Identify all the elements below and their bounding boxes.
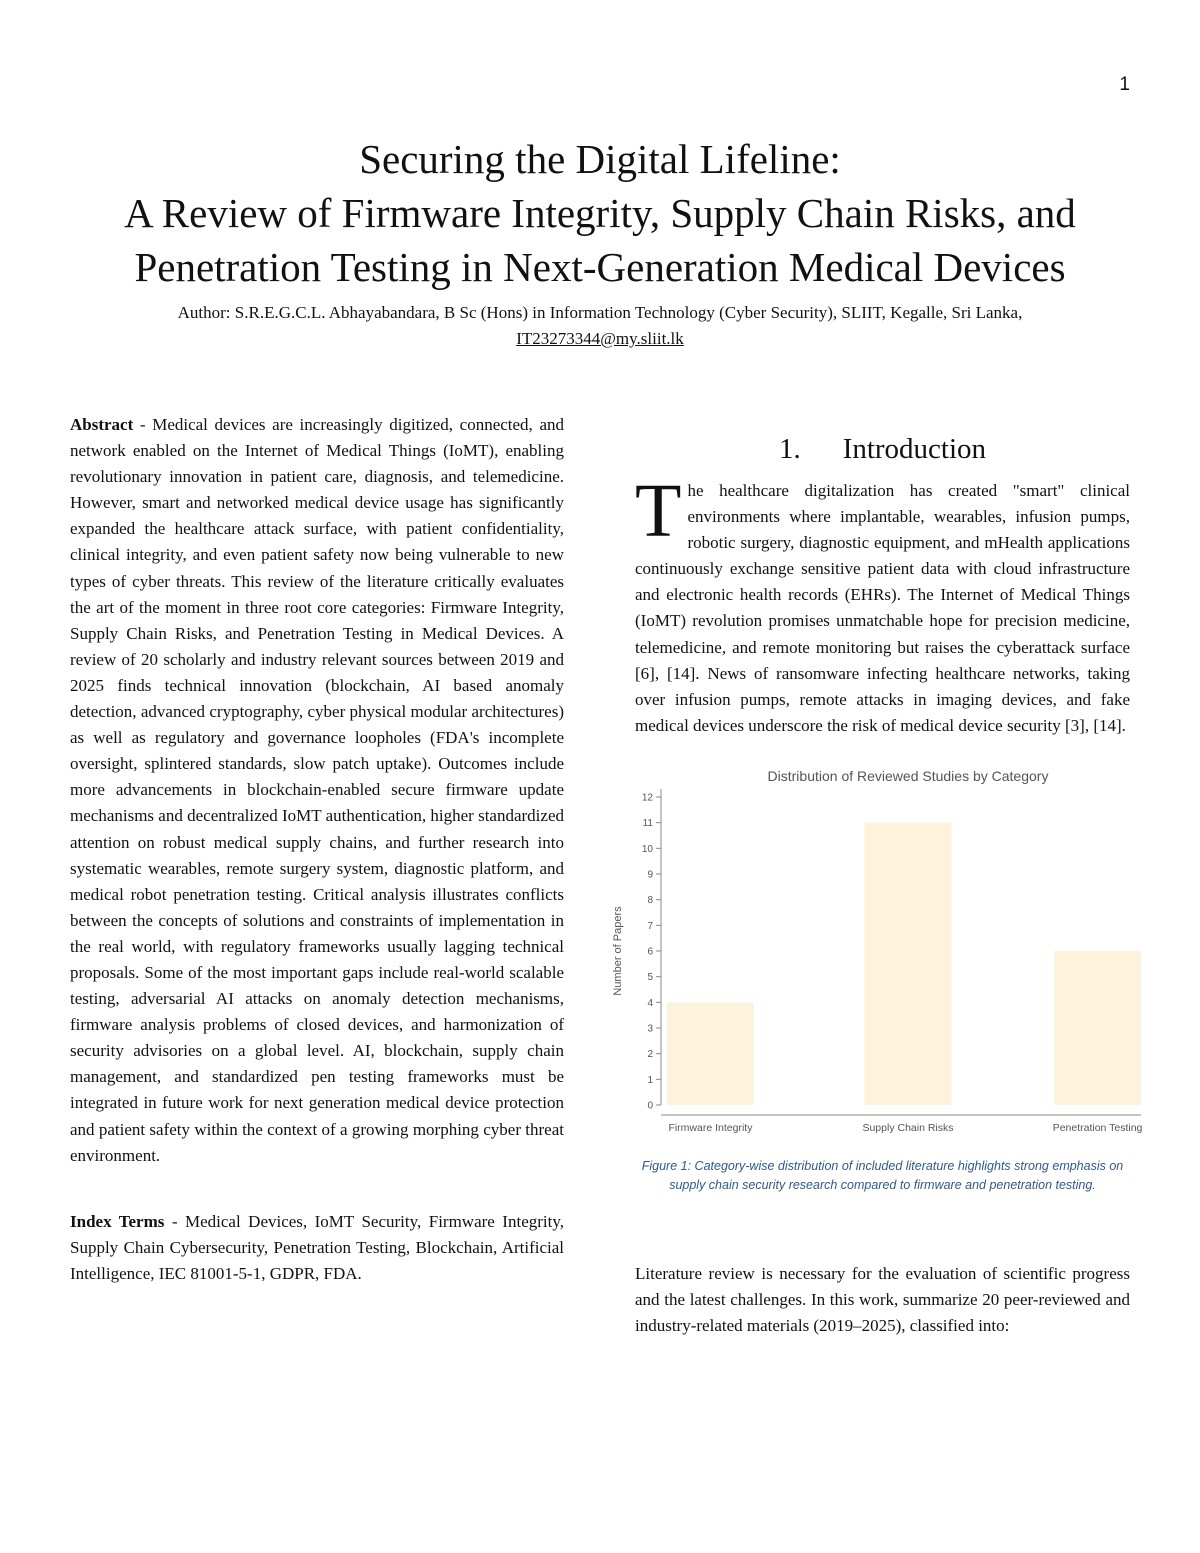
y-tick-label: 7 [647,920,653,932]
index-terms-label: Index Terms [70,1211,165,1231]
y-tick-label: 1 [647,1074,653,1086]
x-tick-label: Penetration Testing [1052,1121,1143,1134]
author-line: Author: S.R.E.G.C.L. Abhayabandara, B Sc (Hons) in Information Technology (Cyber Security), SLIIT, Kegalle, Sri Lanka, [177,303,1023,322]
right-column [612,430,1143,1339]
index-terms-paragraph [70,1209,564,1287]
figure-caption: Figure 1: Category-wise distribution of included literature highlights strong emphasis on supply chain security research compared to firmware and penetration testing. [641,1158,1124,1192]
introduction-paragraph [635,469,1130,739]
chart-title: Distribution of Reviewed Studies by Category [767,767,1049,784]
y-axis-label: Number of Papers [612,906,624,996]
chart-svg [605,761,1145,1151]
author-email-link[interactable]: IT23273344@my.sliit.lk [516,329,684,348]
y-tick-label: 0 [647,1100,653,1112]
y-tick-label: 11 [642,818,653,830]
x-tick-label: Firmware Integrity [668,1121,753,1134]
y-tick-label: 5 [647,972,653,984]
bar-firmware-integrity [667,1002,754,1105]
section-title: Introduction [842,433,987,465]
paper-title-line-1: Securing the Digital Lifeline: [359,136,841,182]
y-tick-label: 12 [641,792,653,804]
y-tick-label: 3 [647,1023,653,1035]
drop-cap: T [635,469,682,553]
title-block [60,132,1140,352]
bar-chart [605,761,1145,1151]
y-tick-label: 4 [647,997,653,1009]
abstract-paragraph [70,412,564,1169]
index-terms-text: - Medical Devices, IoMT Security, Firmware Integrity, Supply Chain Cybersecurity, Penetration Testing, Blockchain, Artificial Intelligence, IEC 81001-5-1, GDPR, FDA. [70,1211,564,1283]
bar-penetration-testing [1054,951,1141,1105]
x-tick-label: Supply Chain Risks [862,1121,954,1134]
y-tick-label: 6 [647,946,653,958]
abstract-text: - Medical devices are increasingly digitized, connected, and network enabled on the Internet of Medical Things (IoMT), enabling revolutionary innovation in patient care, diagnosis, and telemedicine. However, smart and networked medical device usage has significantly expanded the healthcare attack surface, with patient confidentiality, clinical integrity, and even patient safety now being vulnerable to new types of cyber threats. This review of the literature critically evaluates the art of the moment in three root core categories: Firmware Integrity, Supply Chain Risks, and Penetration Testing in Medical Devices. A review of 20 scholarly and industry relevant sources between 2019 and 2025 finds technical innovation (blockchain, AI based anomaly detection, advanced cryptography, cyber physical modular architectures) as well as regulatory and governance loopholes (FDA's incomplete oversight, splintered standards, slow patch uptake). Outcomes include more advancements in blockchain-enabled secure firmware update mechanisms and decentralized IoMT authentication, higher standardized attention on robust medical supply chains, and further research into systematic wearables, remote surgery system, diagnostic platform, and medical robot penetration testing. Critical analysis illustrates conflicts between the concepts of solutions and constraints of implementation in the real world, with regulatory frameworks usually lagging technical proposals. Some of the most important gaps include real-world scalable testing, adversarial AI attacks on anomaly detection mechanisms, firmware analysis problems of closed devices, and harmonization of security advisories on a global level. AI, blockchain, supply chain management, and standardized pen testing frameworks must be integrated in future work for next generation medical device protection and patient safety within the context of a growing morphing cyber threat environment. [70,415,564,1165]
y-tick-label: 8 [647,895,653,907]
introduction-text: he healthcare digitalization has created "smart" clinical environments where implantable, wearables, infusion pumps, robotic surgery, diagnostic equipment, and mHealth applications continuously exchange sensitive patient data with cloud infrastructure and electronic health records (EHRs). The Internet of Medical Things (IoMT) revolution promises unmatchable hope for precision medicine, telemedicine, and remote monitoring but raises the cyberattack surface [6], [14]. News of ransomware infecting healthcare networks, taking over infusion pumps, remote attacks in imaging devices, and fake medical devices underscore the risk of medical device security [3], [14]. [635,481,1130,735]
bar-supply-chain-risks [865,823,952,1105]
paper-title-line-3: Penetration Testing in Next-Generation Medical Devices [134,244,1066,290]
left-column [70,412,564,1287]
page-number: 1 [1119,74,1130,95]
literature-paragraph: Literature review is necessary for the evaluation of scientific progress and the latest challenges. In this work, summarize 20 peer-reviewed and industry-related materials (2019–2025), classified into: [635,1263,1130,1336]
y-tick-label: 9 [647,869,653,881]
y-tick-label: 2 [647,1049,653,1061]
abstract-label: Abstract [70,415,134,434]
section-heading-introduction [635,430,1130,468]
paper-title-line-2: A Review of Firmware Integrity, Supply Chain Risks, and [124,190,1076,236]
section-number: 1. [778,433,801,465]
y-tick-label: 10 [641,843,653,855]
